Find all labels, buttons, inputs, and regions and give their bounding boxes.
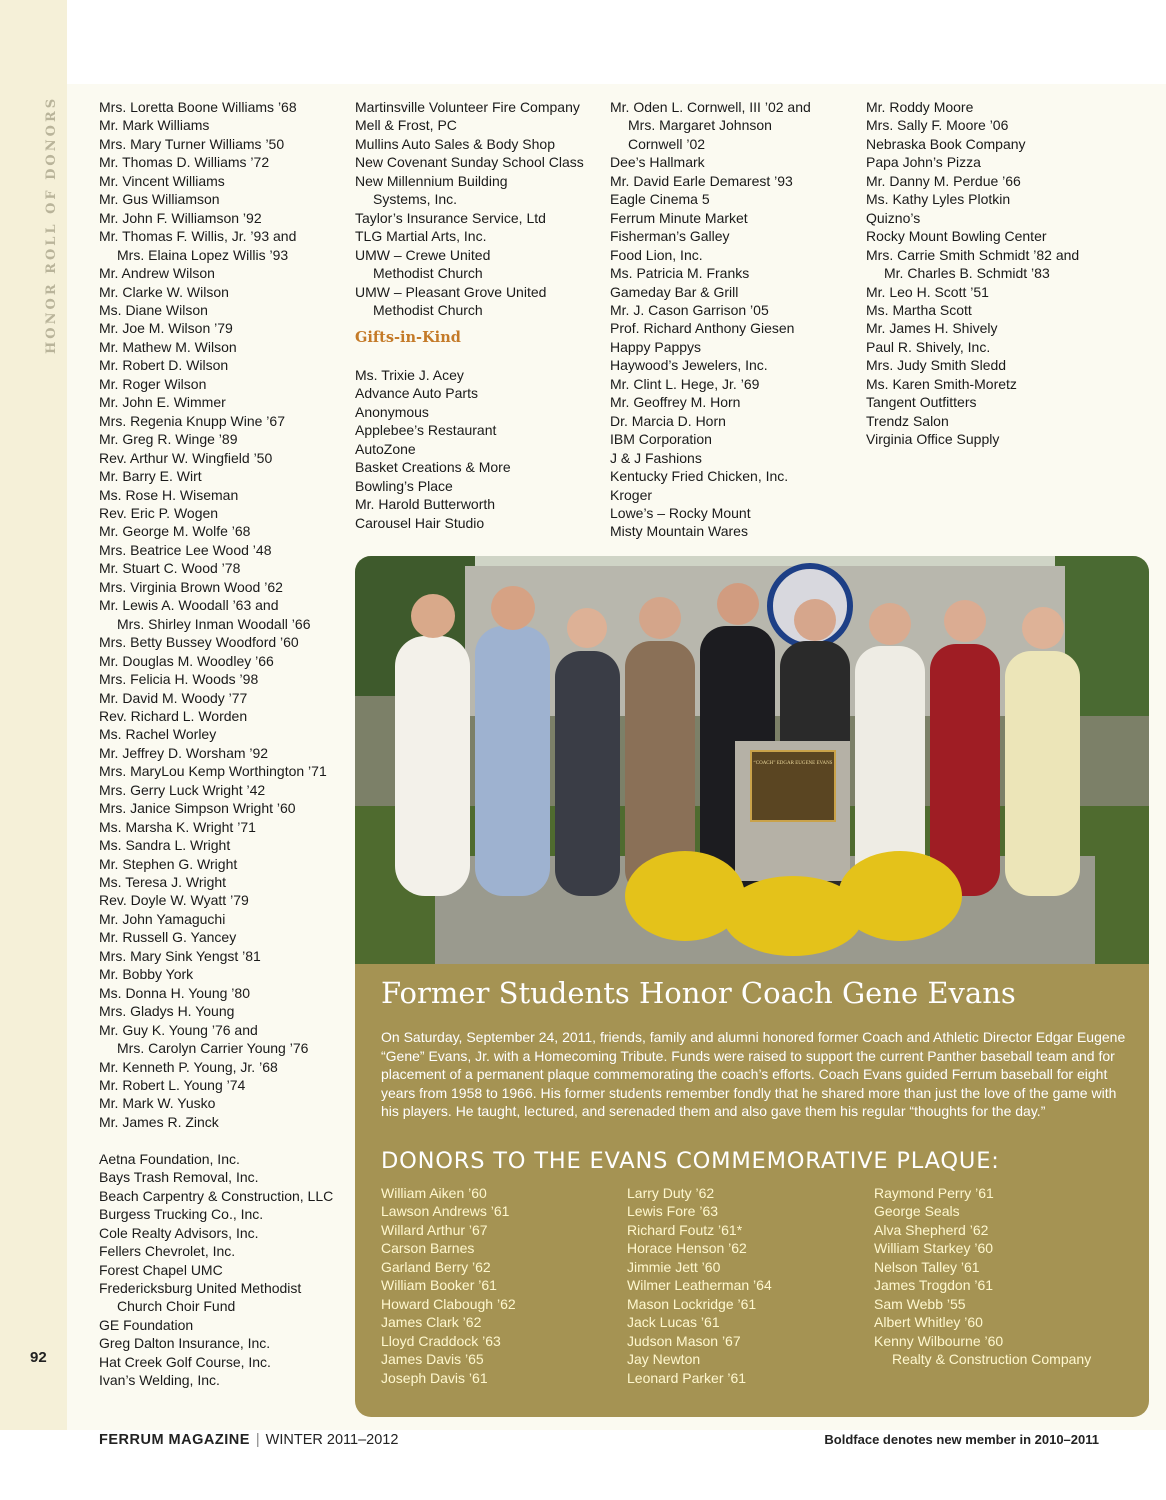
donor-entry: Mr. Harold Butterworth (355, 496, 496, 513)
donor-entry: Mr. J. Cason Garrison ’05 (610, 301, 769, 318)
donor-entry: Sam Webb ’55 (874, 1295, 966, 1312)
donor-entry: Garland Berry ’62 (381, 1258, 491, 1275)
donor-entry: Wilmer Leatherman ’64 (627, 1277, 772, 1294)
donor-entry: Mr. David Earle Demarest ’93 (610, 172, 793, 189)
donor-entry: New Covenant Sunday School Class (355, 154, 584, 171)
donor-entry: UMW – Crewe United (355, 246, 491, 263)
section-label: HONOR ROLL OF DONORS (44, 95, 59, 354)
donor-entry: Burgess Trucking Co., Inc. (99, 1206, 264, 1223)
donor-entry: Ms. Patricia M. Franks (610, 265, 750, 282)
donor-entry: Virginia Office Supply (866, 431, 1000, 448)
donor-entry: Mrs. Beatrice Lee Wood ’48 (99, 541, 272, 558)
donor-entry: Mrs. Mary Sink Yengst ’81 (99, 947, 261, 964)
feature-title: Former Students Honor Coach Gene Evans (381, 976, 1016, 1010)
donor-entry: Mr. Oden L. Cornwell, III ’02 and (610, 99, 811, 115)
donor-entry: Fredericksburg United Methodist (99, 1279, 302, 1296)
donor-entry: Martinsville Volunteer Fire Company (355, 99, 580, 115)
donor-entry: Mrs. Virginia Brown Wood ’62 (99, 578, 283, 595)
donor-entry: Mrs. Gerry Luck Wright ’42 (99, 781, 266, 798)
donor-entry: Lloyd Craddock ’63 (381, 1332, 501, 1349)
donor-entry: IBM Corporation (610, 431, 712, 448)
donor-entry: Rev. Richard L. Worden (99, 707, 248, 724)
donor-entry: Ms. Kathy Lyles Plotkin (866, 191, 1011, 208)
donor-entry: Willard Arthur ’67 (381, 1221, 488, 1238)
plaque-text: “COACH” EDGAR EUGENE EVANS (753, 761, 833, 766)
donor-entry: Dee’s Hallmark (610, 154, 705, 171)
donor-entry: Ms. Rose H. Wiseman (99, 486, 239, 503)
donor-entry: Mrs. Loretta Boone Williams ’68 (99, 99, 297, 115)
donor-entry: Anonymous (355, 403, 429, 420)
donor-entry: Mr. Guy K. Young ’76 and (99, 1021, 258, 1038)
donor-entry: Church Choir Fund (117, 1298, 236, 1315)
donor-entry: Beach Carpentry & Construction, LLC (99, 1187, 334, 1204)
donor-entry: Bowling’s Place (355, 477, 453, 494)
issue-label: WINTER 2011–2012 (265, 1432, 399, 1448)
donor-entry: Tangent Outfitters (866, 394, 977, 411)
donor-entry: Larry Duty ’62 (627, 1185, 715, 1201)
donor-entry: Gameday Bar & Grill (610, 283, 739, 300)
page-number: 92 (30, 1349, 47, 1366)
donor-entry: Mr. John F. Williamson ’92 (99, 209, 262, 226)
donor-entry: Mr. Joe M. Wilson ’79 (99, 320, 233, 337)
donor-entry: George Seals (874, 1203, 960, 1220)
donor-column-1 (99, 98, 349, 1390)
donor-entry: Mr. Russell G. Yancey (99, 929, 237, 946)
donor-column-2 (355, 98, 605, 532)
magazine-name: FERRUM MAGAZINE (99, 1432, 250, 1448)
donor-entry: Rocky Mount Bowling Center (866, 228, 1047, 245)
donor-entry: Jimmie Jett ’60 (627, 1258, 721, 1275)
donor-entry: Papa John’s Pizza (866, 154, 981, 171)
donor-entry: J & J Fashions (610, 449, 702, 466)
donor-entry: Ms. Marsha K. Wright ’71 (99, 818, 256, 835)
donor-entry: Nelson Talley ’61 (874, 1258, 980, 1275)
donor-entry: Ms. Donna H. Young ’80 (99, 984, 250, 1001)
donor-entry: Realty & Construction Company (892, 1351, 1092, 1368)
donor-entry: Mr. Mark W. Yusko (99, 1095, 216, 1112)
donor-entry: Prof. Richard Anthony Giesen (610, 320, 795, 337)
donor-entry: James Davis ’65 (381, 1351, 484, 1368)
donor-entry: UMW – Pleasant Grove United (355, 283, 547, 300)
donor-entry: Mrs. Sally F. Moore ’06 (866, 117, 1009, 134)
section-subheading: Gifts-in-Kind (355, 329, 461, 347)
donor-entry: Mr. James R. Zinck (99, 1113, 219, 1130)
donor-entry: Mrs. Carolyn Carrier Young ’76 (117, 1040, 309, 1057)
donor-entry: Mr. David M. Woody ’77 (99, 689, 248, 706)
donor-entry: Mr. Mark Williams (99, 117, 210, 134)
donor-entry: Mr. Bobby York (99, 966, 194, 983)
donor-entry: Mrs. Regenia Knupp Wine ’67 (99, 412, 285, 429)
feature-body: On Saturday, September 24, 2011, friends, family and alumni honored former Coach and Athletic Director Edgar Eugene “Gene” Evans, Jr. with a Homecoming Tribute. Funds were raised to support the current Panther baseball team and for placement of a permanent plaque commemorating the coach’s efforts. Coach Evans guided Ferrum baseball for eight years from 1958 to 1966. His former students remember fondly that he shared more than just the love of the game with his players. He taught, lectured, and serenaded them and also gave them his regular “thoughts for the day.” (381, 1029, 1126, 1119)
donor-entry: Mrs. Carrie Smith Schmidt ’82 and (866, 246, 1080, 263)
donor-entry: Mr. Roger Wilson (99, 375, 207, 392)
donor-entry: Paul R. Shively, Inc. (866, 338, 991, 355)
donor-entry: Greg Dalton Insurance, Inc. (99, 1335, 271, 1352)
donor-entry: Mr. Robert L. Young ’74 (99, 1077, 246, 1094)
donor-entry: Advance Auto Parts (355, 385, 478, 402)
donor-entry: Mrs. Felicia H. Woods ’98 (99, 671, 259, 688)
donor-entry: Kenny Wilbourne ’60 (874, 1332, 1004, 1349)
donor-entry: Ms. Sandra L. Wright (99, 837, 231, 854)
donor-entry: Alva Shepherd ’62 (874, 1221, 989, 1238)
donor-entry: Rev. Doyle W. Wyatt ’79 (99, 892, 249, 909)
donor-entry: Cornwell ’02 (628, 135, 706, 152)
donor-entry: Mr. Mathew M. Wilson (99, 338, 237, 355)
donor-entry: Mrs. Janice Simpson Wright ’60 (99, 800, 296, 817)
donor-entry: Mr. George M. Wolfe ’68 (99, 523, 251, 540)
donor-entry: Mr. Charles B. Schmidt ’83 (884, 265, 1050, 282)
donor-entry: Lawson Andrews ’61 (381, 1203, 510, 1220)
donor-entry: Hat Creek Golf Course, Inc. (99, 1353, 271, 1370)
donor-entry: Taylor’s Insurance Service, Ltd (355, 209, 546, 226)
donor-entry: Mrs. Gladys H. Young (99, 1003, 235, 1020)
donor-entry: Lewis Fore ’63 (627, 1203, 719, 1220)
donor-entry: Mr. James H. Shively (866, 320, 998, 337)
donor-entry: Trendz Salon (866, 412, 949, 429)
donor-entry: Forest Chapel UMC (99, 1261, 223, 1278)
donor-entry: Mason Lockridge ’61 (627, 1295, 757, 1312)
donor-entry: Mr. Clint L. Hege, Jr. ’69 (610, 375, 760, 392)
plaque-donor-column-2 (627, 1184, 867, 1387)
donor-entry: Joseph Davis ’61 (381, 1369, 488, 1386)
donor-entry: Jack Lucas ’61 (627, 1314, 720, 1331)
donor-entry: Cole Realty Advisors, Inc. (99, 1224, 259, 1241)
donor-entry: New Millennium Building (355, 172, 508, 189)
donor-entry: Misty Mountain Wares (610, 523, 748, 540)
donor-entry: Mrs. Shirley Inman Woodall ’66 (117, 615, 311, 632)
boldface-note: Boldface denotes new member in 2010–2011 (824, 1432, 1099, 1447)
donor-entry: Mr. Leo H. Scott ’51 (866, 283, 989, 300)
donor-entry: Mrs. MaryLou Kemp Worthington ’71 (99, 763, 327, 780)
donor-entry: Mr. Andrew Wilson (99, 265, 215, 282)
donor-entry: Kroger (610, 486, 653, 503)
donor-entry: Mr. Gus Williamson (99, 191, 220, 208)
donor-entry: Horace Henson ’62 (627, 1240, 747, 1257)
donor-entry: Mr. Robert D. Wilson (99, 357, 229, 374)
donor-entry: Albert Whitley ’60 (874, 1314, 983, 1331)
donor-entry: William Starkey ’60 (874, 1240, 994, 1257)
donor-entry: Mr. Stuart C. Wood ’78 (99, 560, 241, 577)
donor-entry: Quizno’s (866, 209, 921, 226)
donor-entry: Methodist Church (373, 301, 483, 318)
donor-entry: Mell & Frost, PC (355, 117, 457, 134)
donor-column-3 (610, 98, 860, 541)
footer-publication (99, 1432, 398, 1448)
donor-entry: Mr. Clarke W. Wilson (99, 283, 229, 300)
donor-entry: Fellers Chevrolet, Inc. (99, 1243, 236, 1260)
donor-entry: Happy Pappys (610, 338, 702, 355)
plaque-donor-column-1 (381, 1184, 621, 1387)
donor-entry: Mr. Thomas D. Williams ’72 (99, 154, 270, 171)
plaque-donor-column-3 (874, 1184, 1114, 1369)
donor-entry: Rev. Eric P. Wogen (99, 504, 219, 521)
donor-entry: Mr. Lewis A. Woodall ’63 and (99, 597, 279, 614)
donor-entry: Mr. Vincent Williams (99, 172, 225, 189)
donor-entry: Ms. Karen Smith-Moretz (866, 375, 1017, 392)
donor-entry: Mr. Stephen G. Wright (99, 855, 238, 872)
donor-entry: Mullins Auto Sales & Body Shop (355, 135, 556, 152)
donor-entry: Kentucky Fried Chicken, Inc. (610, 468, 789, 485)
donor-entry: Ms. Diane Wilson (99, 301, 208, 318)
donor-entry: Ms. Teresa J. Wright (99, 874, 227, 891)
donor-entry: James Trogdon ’61 (874, 1277, 994, 1294)
donor-entry: Ms. Rachel Worley (99, 726, 217, 743)
donor-entry: Ferrum Minute Market (610, 209, 748, 226)
donor-entry: Mrs. Betty Bussey Woodford ’60 (99, 634, 299, 651)
donor-entry: Mr. Greg R. Winge ’89 (99, 431, 238, 448)
donor-entry: Mr. Thomas F. Willis, Jr. ’93 and (99, 228, 297, 245)
coaches-group-photo (355, 556, 1149, 964)
donor-entry: Eagle Cinema 5 (610, 191, 710, 208)
donor-entry: Mrs. Margaret Johnson (628, 117, 772, 134)
donor-entry: Ms. Trixie J. Acey (355, 366, 464, 383)
donor-entry: Basket Creations & More (355, 459, 511, 476)
donor-entry: Systems, Inc. (373, 191, 458, 208)
donor-entry: Mrs. Elaina Lopez Willis ’93 (117, 246, 289, 263)
list-gap (99, 1131, 349, 1149)
donor-entry: Judson Mason ’67 (627, 1332, 741, 1349)
donor-entry: Methodist Church (373, 265, 483, 282)
donor-entry: Carson Barnes (381, 1240, 475, 1257)
donor-entry: Mr. Douglas M. Woodley ’66 (99, 652, 274, 669)
donor-entry: Dr. Marcia D. Horn (610, 412, 726, 429)
donor-entry: GE Foundation (99, 1316, 194, 1333)
donor-entry: Lowe’s – Rocky Mount (610, 504, 751, 521)
donor-entry: Applebee’s Restaurant (355, 422, 497, 439)
donor-entry: AutoZone (355, 440, 416, 457)
donor-entry: Aetna Foundation, Inc. (99, 1150, 240, 1167)
donor-entry: Mr. John Yamaguchi (99, 910, 226, 927)
donor-entry: William Aiken ’60 (381, 1185, 487, 1201)
donor-entry: Mr. Barry E. Wirt (99, 468, 202, 485)
donor-entry: William Booker ’61 (381, 1277, 497, 1294)
footer-separator: | (255, 1432, 260, 1448)
donor-entry: Mr. Geoffrey M. Horn (610, 394, 741, 411)
donor-entry: Ms. Martha Scott (866, 301, 972, 318)
donor-entry: Mr. Kenneth P. Young, Jr. ’68 (99, 1058, 278, 1075)
feature-panel (355, 556, 1149, 1417)
donor-entry: Richard Foutz ’61* (627, 1221, 743, 1238)
donor-entry: Howard Clabough ’62 (381, 1295, 516, 1312)
donor-entry: Mr. Jeffrey D. Worsham ’92 (99, 744, 269, 761)
donor-entry: Fisherman’s Galley (610, 228, 730, 245)
donor-entry: Jay Newton (627, 1351, 701, 1368)
donor-entry: Mrs. Mary Turner Williams ’50 (99, 135, 285, 152)
donor-entry: Bays Trash Removal, Inc. (99, 1169, 259, 1186)
donor-entry: Mr. John E. Wimmer (99, 394, 226, 411)
donor-entry: Haywood’s Jewelers, Inc. (610, 357, 768, 374)
plaque-donors-heading: DONORS TO THE EVANS COMMEMORATIVE PLAQUE: (381, 1148, 1000, 1174)
donor-entry: James Clark ’62 (381, 1314, 482, 1331)
donor-entry: Mr. Danny M. Perdue ’66 (866, 172, 1021, 189)
donor-entry: Nebraska Book Company (866, 135, 1026, 152)
donor-entry: TLG Martial Arts, Inc. (355, 228, 487, 245)
donor-entry: Rev. Arthur W. Wingfield ’50 (99, 449, 273, 466)
donor-entry: Mrs. Judy Smith Sledd (866, 357, 1007, 374)
donor-entry: Leonard Parker ’61 (627, 1369, 747, 1386)
donor-entry: Raymond Perry ’61 (874, 1185, 994, 1201)
donor-entry: Mr. Roddy Moore (866, 99, 974, 115)
donor-entry: Ivan’s Welding, Inc. (99, 1372, 220, 1389)
donor-column-4 (866, 98, 1116, 449)
donor-entry: Food Lion, Inc. (610, 246, 703, 263)
donor-entry: Carousel Hair Studio (355, 514, 485, 531)
